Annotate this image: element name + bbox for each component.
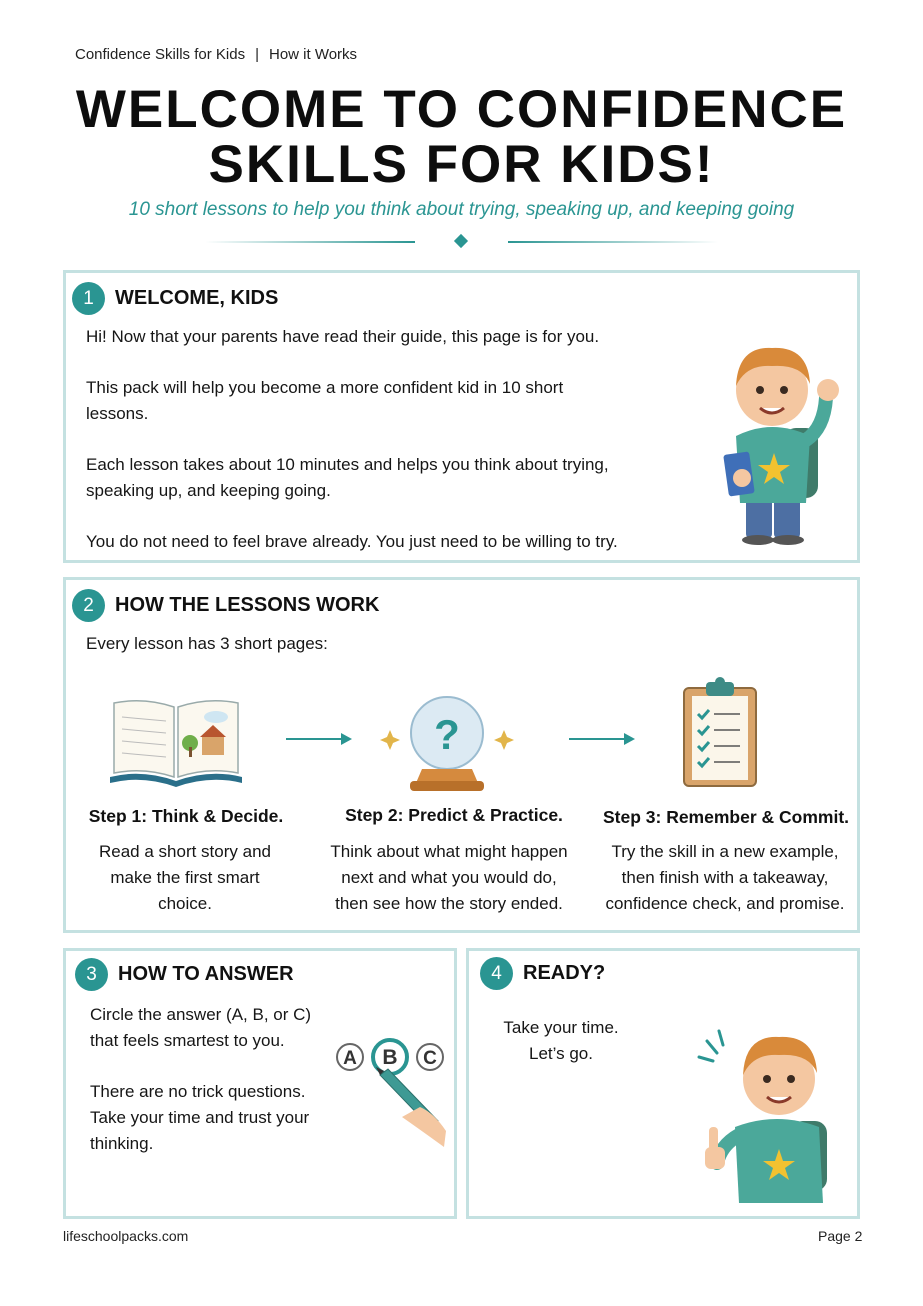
step-2-title: Step 2: Predict & Practice. [345, 805, 563, 825]
welcome-heading [72, 282, 278, 315]
step-3-title: Step 3: Remember & Commit. [602, 807, 850, 827]
welcome-paragraph: This pack will help you become a more confident kid in 10 short lessons. [86, 378, 564, 423]
welcome-card [63, 270, 860, 563]
title-line-2: SKILLS FOR KIDS! [208, 135, 715, 194]
header-separator: | [255, 46, 259, 63]
welcome-paragraph: Each lesson takes about 10 minutes and helps you think about trying, speaking up, and keeping going. [86, 455, 609, 500]
ready-line-1: Take your time. [503, 1018, 619, 1037]
page-title [0, 82, 923, 192]
step-arrow-1 [286, 738, 350, 740]
choice-a-label: A [343, 1048, 357, 1069]
circled-answer-pencil-icon [332, 1035, 452, 1155]
welcome-paragraph: You do not need to feel brave already. You just need to be willing to try. [86, 532, 618, 551]
header-left: Confidence Skills for Kids [75, 46, 246, 63]
svg-text:?: ? [434, 711, 460, 758]
thumbs-up-boy-illustration [695, 1027, 845, 1207]
welcome-paragraph: Hi! Now that your parents have read their guide, this page is for you. [86, 327, 600, 346]
step-1-description: Read a short story and make the first smart choice. [99, 842, 271, 913]
choice-b-label: B [382, 1046, 398, 1069]
ready-line-2: Let’s go. [529, 1044, 593, 1063]
choice-c-label: C [423, 1048, 437, 1069]
page-header [75, 46, 357, 63]
open-book-icon [106, 697, 246, 787]
answer-paragraph: There are no trick questions. Take your time and trust your thinking. [90, 1082, 310, 1153]
header-right: How it Works [268, 46, 358, 63]
how-lessons-work-card [63, 577, 860, 933]
how-heading [72, 589, 379, 622]
divider-right [508, 241, 718, 243]
clipboard-checklist-icon [682, 676, 758, 788]
divider-diamond-icon [454, 234, 468, 248]
section-number-badge: 4 [480, 957, 513, 990]
step-3-description: Try the skill in a new example, then finish with a takeaway, confidence check, and promise. [605, 842, 845, 913]
ready-heading [480, 957, 605, 990]
how-intro: Every lesson has 3 short pages: [86, 634, 328, 653]
answer-paragraph: Circle the answer (A, B, or C) that feels smartest to you. [90, 1005, 312, 1050]
step-2-description: Think about what might happen next and what you would do, then see how the story ended. [330, 842, 568, 913]
section-number-badge: 3 [75, 958, 108, 991]
section-number-badge: 1 [72, 282, 105, 315]
step-1-title: Step 1: Think & Decide. [88, 806, 284, 826]
divider-left [205, 241, 415, 243]
footer-website: lifeschoolpacks.com [63, 1228, 189, 1244]
ready-card [466, 948, 860, 1219]
section-title: HOW THE LESSONS WORK [115, 594, 380, 616]
section-title: READY? [523, 962, 606, 984]
how-to-answer-card [63, 948, 457, 1219]
title-line-1: WELCOME TO CONFIDENCE [75, 80, 848, 139]
section-number-badge: 2 [72, 589, 105, 622]
section-title: HOW TO ANSWER [118, 963, 294, 985]
answer-heading [75, 958, 294, 991]
section-title: WELCOME, KIDS [115, 287, 279, 309]
waving-boy-illustration [706, 328, 846, 548]
footer-page-number: Page 2 [818, 1228, 863, 1244]
step-arrow-2 [569, 738, 633, 740]
page-subtitle: 10 short lessons to help you think about trying, speaking up, and keeping going [128, 199, 795, 220]
ready-message [491, 1015, 631, 1067]
crystal-ball-icon [382, 693, 512, 793]
